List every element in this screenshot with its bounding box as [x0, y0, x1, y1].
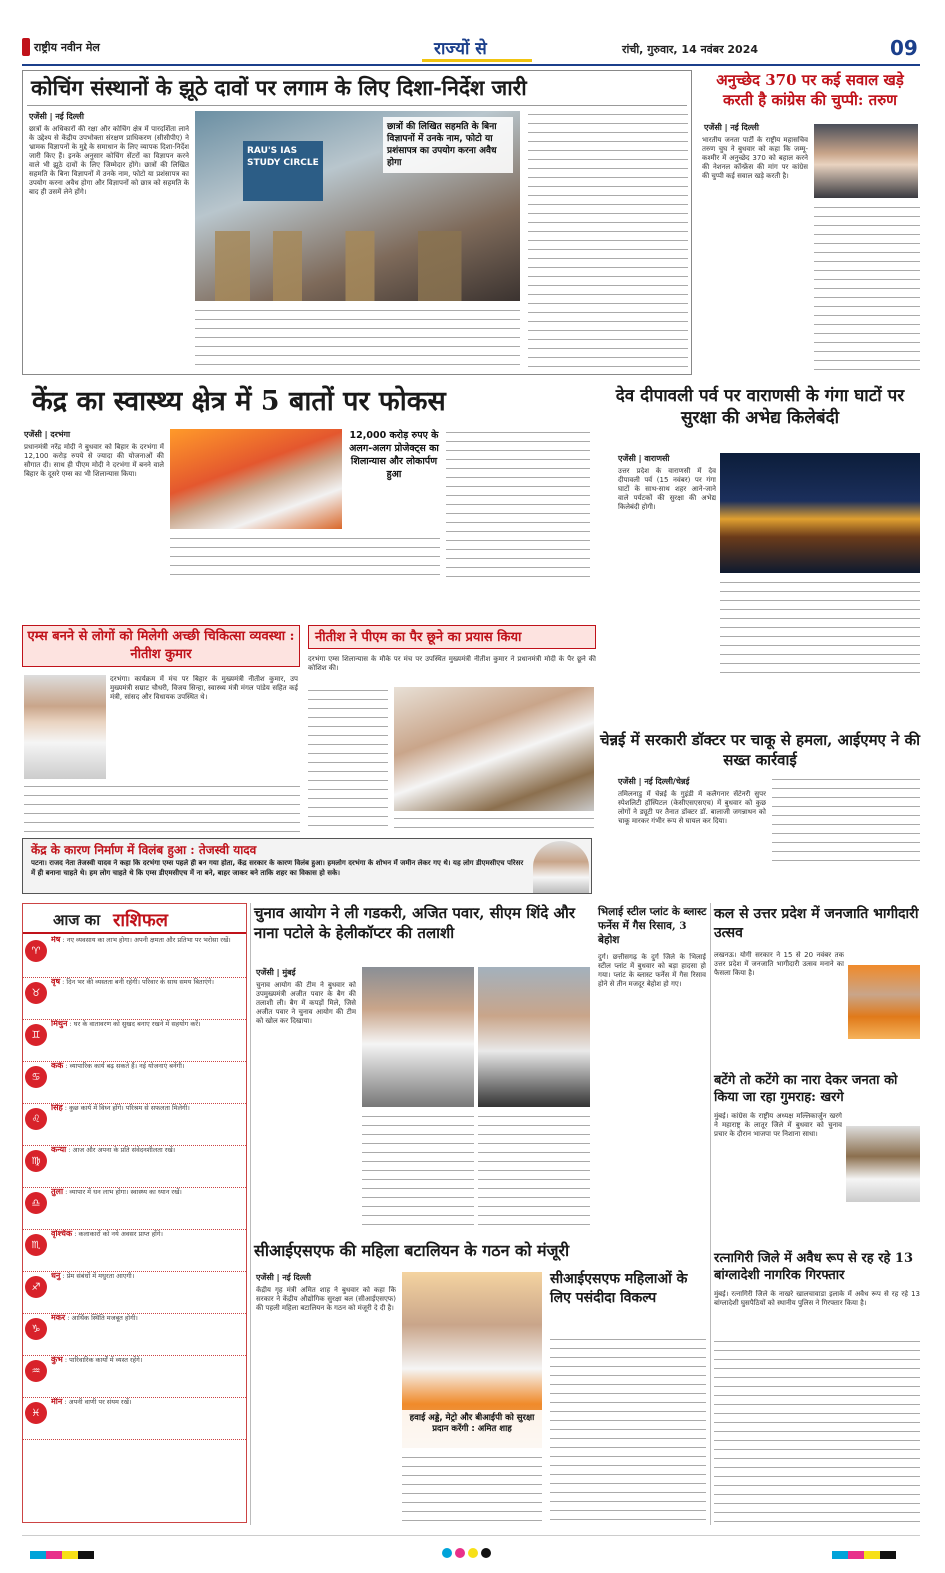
rashi-name: मेष [51, 936, 61, 944]
bhilai-headline: भिलाई स्टील प्लांट के ब्लास्ट फर्नेस में गैस रिसाव, 3 बेहोश [598, 906, 707, 946]
election-body-mid [362, 1113, 474, 1231]
rashi-singh-icon: ♌ [25, 1108, 47, 1130]
paper-logo [22, 36, 132, 60]
column-divider [710, 903, 711, 1525]
page-number: 09 [890, 36, 918, 60]
rashi-item: ♏ वृश्चिक : कलाकारों को नये अवसर प्राप्त होंगे। [23, 1230, 246, 1272]
rashi-item: ♊ मिथुन : घर के वातावरण को सुखद बनाए रखने में सहयोग करें। [23, 1020, 246, 1062]
rashifal-list [23, 936, 246, 1522]
rashifal-heading: राशिफल [113, 910, 169, 931]
police-figures [215, 231, 505, 301]
varanasi-byline: एजेंसी | वाराणसी [618, 454, 670, 463]
magenta-bar [848, 1551, 864, 1559]
ratnagiri-body-lower [714, 1338, 920, 1523]
rashi-item: ♌ सिंह : कुछ कार्य में विघ्न होंगे। परिश्रम से सफलता मिलेगी। [23, 1104, 246, 1146]
article370-body: भारतीय जनता पार्टी के राष्ट्रीय महासचिव तरुण चुघ ने बुधवार को कहा कि जम्मू-कश्मीर में अनुच्छेद 370 को बहाल करने की नेशनल कॉन्फ्रेंस की मांग पर कांग्रेस की चुप्पी कई सवाल खड़े करती है। [702, 136, 808, 180]
cisf-body-mid [402, 1454, 542, 1523]
black-bar [880, 1551, 896, 1559]
study-circle-sign [243, 141, 323, 201]
nitish-photo [24, 675, 106, 779]
sign-text: RAU'S IAS STUDY CIRCLE [247, 146, 319, 168]
chennai-headline: चेन्नई में सरकारी डॉक्टर पर चाकू से हमला, आईएमए ने की सख्त कार्रवाई [599, 731, 921, 769]
cyan-dot [442, 1548, 452, 1558]
election-story [254, 903, 592, 1233]
article370-story [700, 70, 922, 375]
dateline: रांची, गुरुवार, 14 नवंबर 2024 [622, 43, 759, 56]
black-dot [481, 1548, 491, 1558]
rashi-text: कुछ कार्य में विघ्न होंगे। परिश्रम से सफलता मिलेगी। [69, 1104, 190, 1112]
aiims-body: दरभंगा। कार्यक्रम में मंच पर बिहार के मुख्यमंत्री नीतीश कुमार, उप मुख्यमंत्री सम्राट चौधरी, विजय सिन्हा, स्वास्थ्य मंत्री मंगल पांडेय सहित कई मंत्री, सांसद और विधायक उपस्थित थे। [110, 675, 298, 701]
election-photo-right [478, 967, 590, 1107]
cyan-bar [30, 1551, 46, 1559]
health-body-right [446, 429, 590, 583]
print-marks [22, 1535, 920, 1559]
rashi-text: दिन भर की व्यस्तता बनी रहेगी। परिवार के साथ समय बिताएंगे। [66, 978, 215, 986]
coaching-headline: कोचिंग संस्थानों के झूठे दावों पर लगाम के लिए दिशा-निर्देश जारी [31, 75, 527, 100]
up-body: लखनऊ। योगी सरकार ने 15 से 20 नवंबर तक उत्तर प्रदेश में जनजाति भागीदारी उत्सव मनाने का फैसला किया है। [714, 951, 844, 977]
rashi-text: कलाकारों को नये अवसर प्राप्त होंगे। [78, 1230, 163, 1238]
kharge-photo [846, 1126, 920, 1202]
rashi-item: ♋ कर्क : व्यापारिक कार्य बढ़ सकते हैं। नई योजनाएं बनेंगी। [23, 1062, 246, 1104]
coaching-body-lower [195, 307, 520, 371]
tejashwi-headline: केंद्र के कारण निर्माण में विलंब हुआ : तेजस्वी यादव [31, 843, 257, 857]
rashi-item: ♑ मकर : आर्थिक स्थिति मजबूत होगी। [23, 1314, 246, 1356]
amit-shah-photo [402, 1272, 542, 1448]
coaching-byline: एजेंसी | नई दिल्ली [29, 112, 84, 121]
election-body-right [478, 1113, 590, 1231]
paper-name: राष्ट्रीय नवीन मेल [34, 41, 100, 54]
nitish-pm-body-bottom [394, 815, 594, 833]
rashi-kumbh-icon: ♒ [25, 1360, 47, 1382]
nitish-pm-body: दरभंगा एम्स शिलान्यास के मौके पर मंच पर उपस्थित मुख्यमंत्री नीतीश कुमार ने प्रधानमंत्री मोदी के पैर छूने की कोशिश की। [308, 655, 596, 672]
varanasi-body-right [720, 579, 920, 675]
election-body: चुनाव आयोग की टीम ने बुधवार को उपमुख्यमंत्री अजीत पवार के बैग की तलाशी ली। बैग में कपड़ों मिले, जिसे अजीत पवार ने चुनाव आयोग की टीम को खोल कर दिखाया। [256, 981, 356, 1025]
aiims-story [22, 625, 300, 835]
registration-dots [442, 1543, 494, 1562]
rashi-item: ♎ तुला : व्यापार में धन लाभ होगा। स्वास्थ्य का ध्यान रखें। [23, 1188, 246, 1230]
article370-byline: एजेंसी | नई दिल्ली [704, 123, 759, 132]
ratnagiri-story [714, 1250, 922, 1525]
rashi-name: कुंभ [51, 1356, 63, 1364]
rashi-meen-icon: ♓ [25, 1402, 47, 1424]
ratnagiri-body: मुंबई। रत्नागिरी जिले के नाखरे खालचावाडा इलाके में अवैध रूप से रह रहे 13 बांग्लादेशी घुसपैठियों को स्थानीय पुलिस ने गिरफ्तार किया है। [714, 1290, 920, 1307]
tejashwi-body: पटना। राजद नेता तेजस्वी यादव ने कहा कि दरभंगा एम्स पहले ही बन गया होता, केंद्र सरकार के कारण विलंब हुआ। हमलोग दरभंगा के शोभन में जमीन लेकर गए थे। यह लोग डीएमसीएच परिसर में ही बनाना चाहते थे। हम लोग चाहते थे कि एम्स डीएमसीएच में ना बने, बाहर जाकर बने ताकि शहर का विकास हो सके। [31, 859, 524, 877]
rashi-name: मिथुन [51, 1020, 68, 1028]
chennai-story [598, 730, 922, 865]
cisf-body-right [550, 1336, 706, 1523]
section-title: राज्यों से [434, 39, 487, 59]
coaching-body-right [528, 111, 688, 371]
yellow-bar [864, 1551, 880, 1559]
rashi-item: ♈ मेष : नए व्यवसाय का लाभ होगा। अपनी क्षमता और प्रतिभा पर भरोसा रखें। [23, 936, 246, 978]
rashi-text: आज और अपना के प्रति संवेदनशीलता रखें। [72, 1146, 176, 1154]
chennai-body-right [772, 776, 920, 864]
tejashwi-story [22, 838, 592, 894]
cisf-byline: एजेंसी | नई दिल्ली [256, 1273, 311, 1282]
cisf-headline: सीआईएसएफ की महिला बटालियन के गठन को मंजूरी [254, 1241, 570, 1260]
rashi-kanya-icon: ♍ [25, 1150, 47, 1172]
caption-text: छात्रों की लिखित सहमति के बिना विज्ञापनों में उनके नाम, फोटो या प्रशंसापत्र का उपयोग करना अवैध होगा [387, 122, 497, 168]
column-divider [250, 903, 251, 1525]
ratnagiri-headline: रत्नागिरी जिले में अवैध रूप से रह रहे 13 बांग्लादेशी नागरिक गिरफ्तार [714, 1251, 914, 1283]
coaching-body-col1: छात्रों के अधिकारों की रक्षा और कोचिंग क्षेत्र में पारदर्शिता लाने के उद्देश्य से केंद्रीय उपभोक्ता संरक्षण प्राधिकरण (सीसीपीए) ने भ्रामक विज्ञापनों के मुद्दे के समाधान के लिए व्यापक दिशा-निर्देश जारी किए हैं। इनके अनुसार कोचिंग सेंटरों का विज्ञापन करने वाले भी झूठे दावों के लिए जिम्मेदार होंगे। छात्रों की लिखित सहमति के बिना विज्ञापनों में उनके नाम, फोटो या प्रशंसापत्र का उपयोग करना अवैध होगा और विज्ञापनों को छात्र को सहमति के बाद ही उसमें लेने होंगे। [29, 125, 189, 196]
bhilai-story [598, 905, 708, 1235]
varanasi-body: उत्तर प्रदेश के वाराणसी में देव दीपावली पर्व (15 नवंबर) पर गंगा घाटों के साथ-साथ शहर आने-जाने वाले पर्यटकों की सुरक्षा की अभेद्य किलेबंदी होगी। [618, 467, 716, 511]
rashifal-panel [22, 903, 247, 1523]
election-byline: एजेंसी | मुंबई [256, 968, 296, 977]
coaching-photo [195, 111, 520, 301]
masthead [22, 32, 920, 66]
rashi-name: धनु [51, 1272, 61, 1280]
rashi-text: प्रेम संबंधों में मधुरता आएगी। [66, 1272, 135, 1280]
nitish-pm-headline: नीतीश ने पीएम का पैर छूने का प्रयास किया [315, 630, 522, 645]
rashi-mesh-icon: ♈ [25, 940, 47, 962]
health-headline: केंद्र का स्वास्थ्य क्षेत्र में 5 बातों पर फोकस [32, 386, 446, 417]
rashi-text: पारिवारिक कार्यों में व्यस्त रहेंगे। [69, 1356, 143, 1364]
rashi-name: तुला [51, 1188, 64, 1196]
divider [27, 105, 687, 106]
nitish-pm-body-left [308, 687, 388, 833]
nitish-pm-headline-box [308, 625, 596, 649]
color-bars-right [832, 1544, 896, 1563]
kharge-headline: बटेंगे तो कटेंगे का नारा देकर जनता को किया जा रहा गुमराह: खरगे [714, 1073, 898, 1105]
rashi-text: नए व्यवसाय का लाभ होगा। अपनी क्षमता और प्रतिभा पर भरोसा रखें। [66, 936, 231, 944]
color-bars-left [30, 1544, 94, 1563]
health-byline: एजेंसी | दरभंगा [24, 430, 71, 439]
rashi-name: वृश्चिक [51, 1230, 73, 1238]
kharge-story [714, 1072, 922, 1242]
modi-photo [170, 429, 342, 529]
up-headline: कल से उत्तर प्रदेश में जनजाति भागीदारी उत्सव [714, 906, 919, 941]
chennai-byline: एजेंसी | नई दिल्ली/चेन्नई [618, 777, 690, 786]
magenta-dot [455, 1548, 465, 1558]
bhilai-body: दुर्ग। छत्तीसगढ़ के दुर्ग जिले के भिलाई स्टील प्लांट में बुधवार को बड़ा हादसा हो गया। प्लांट के ब्लास्ट फर्नेस में गैस रिसाव होने से तीन मजदूर बेहोश हो गए। [598, 953, 706, 988]
article370-headline: अनुच्छेद 370 पर कई सवाल खड़े करती है कांग्रेस की चुप्पी: तरुण [716, 71, 904, 109]
yogi-photo [848, 965, 920, 1039]
rashi-kark-icon: ♋ [25, 1066, 47, 1088]
coaching-story [22, 70, 692, 375]
rashi-item: ♓ मीन : अपनी वाणी पर संयम रखें। [23, 1398, 246, 1440]
rashi-item: ♐ धनु : प्रेम संबंधों में मधुरता आएगी। [23, 1272, 246, 1314]
rashi-name: कर्क [51, 1062, 64, 1070]
rashi-text: व्यापार में धन लाभ होगा। स्वास्थ्य का ध्यान रखें। [69, 1188, 182, 1196]
cisf-story [254, 1240, 708, 1525]
rashi-name: कन्या [51, 1146, 67, 1154]
callout-text: 12,000 करोड़ रुपए के अलग-अलग प्रोजेक्ट्स का शिलान्यास और लोकार्पण हुआ [349, 430, 439, 480]
rashi-text: अपनी वाणी पर संयम रखें। [68, 1398, 132, 1406]
ganga-ghat-photo [720, 453, 920, 573]
rashifal-header [23, 904, 246, 934]
aiims-headline: एम्स बनने से लोगों को मिलेगी अच्छी चिकित्सा व्यवस्था : नीतीश कुमार [27, 629, 295, 662]
up-story [714, 905, 922, 1065]
tejashwi-photo [533, 841, 589, 893]
logo-icon [22, 38, 30, 56]
health-body: प्रधानमंत्री नरेंद्र मोदी ने बुधवार को बिहार के दरभंगा में 12,100 करोड़ रुपये से ज्यादा की योजनाओं की सौगात दी। साथ ही पीएम मोदी ने दरभंगा में बनने वाले बिहार के दूसरे एम्स का भी शिलान्यास किया। [24, 443, 164, 478]
nitish-pm-story [308, 625, 596, 835]
varanasi-story [598, 385, 922, 730]
rashi-mithun-icon: ♊ [25, 1024, 47, 1046]
cyan-bar [832, 1551, 848, 1559]
aiims-headline-box [22, 625, 300, 667]
coaching-photo-caption [383, 117, 513, 173]
rashi-name: मकर [51, 1314, 66, 1322]
rashifal-heading-prefix: आज का [53, 911, 101, 929]
rashi-vrish-icon: ♉ [25, 982, 47, 1004]
rashi-vrishchik-icon: ♏ [25, 1234, 47, 1256]
rashi-item: ♍ कन्या : आज और अपना के प्रति संवेदनशीलता रखें। [23, 1146, 246, 1188]
health-callout [348, 429, 440, 529]
rashi-name: वृष [51, 978, 61, 986]
yellow-bar [62, 1551, 78, 1559]
aiims-body-lower [24, 783, 300, 833]
rashi-name: मीन [51, 1398, 63, 1406]
section-tab [422, 32, 532, 62]
cisf-body: केंद्रीय गृह मंत्री अमित शाह ने बुधवार को कहा कि सरकार ने केंद्रीय औद्योगिक सुरक्षा बल (सीआईएसएफ) की पहली महिला बटालियन के गठन को मंजूरी दे दी है। [256, 1286, 396, 1312]
nitish-pm-photo [394, 687, 594, 811]
black-bar [78, 1551, 94, 1559]
cisf-side-headline: सीआईएसएफ महिलाओं के लिए पसंदीदा विकल्प [550, 1271, 688, 1306]
varanasi-headline: देव दीपावली पर्व पर वाराणसी के गंगा घाटों पर सुरक्षा की अभेद्य किलेबंदी [615, 386, 905, 428]
kharge-body: मुंबई। कांग्रेस के राष्ट्रीय अध्यक्ष मल्लिकार्जुन खरगे ने महाराष्ट्र के लातूर जिले में बुधवार को चुनाव प्रचार के दौरान भाजपा पर निशाना साधा। [714, 1112, 842, 1138]
yellow-dot [468, 1548, 478, 1558]
rashi-dhanu-icon: ♐ [25, 1276, 47, 1298]
magenta-bar [46, 1551, 62, 1559]
rashi-item: ♉ वृष : दिन भर की व्यस्तता बनी रहेगी। परिवार के साथ समय बिताएंगे। [23, 978, 246, 1020]
health-story [22, 385, 592, 585]
rashi-item: ♒ कुंभ : पारिवारिक कार्यों में व्यस्त रहेंगे। [23, 1356, 246, 1398]
cisf-photo-caption [402, 1410, 542, 1448]
cisf-caption-text: हवाई अड्डे, मेट्रो और बीआईपी को सुरक्षा प्रदान करेंगी : अमित शाह [409, 1413, 535, 1434]
rashi-text: घर के वातावरण को सुखद बनाए रखने में सहयोग करें। [73, 1020, 201, 1028]
election-photo-left [362, 967, 474, 1107]
rashi-text: आर्थिक स्थिति मजबूत होगी। [71, 1314, 138, 1322]
rashi-makar-icon: ♑ [25, 1318, 47, 1340]
election-headline: चुनाव आयोग ने ली गडकरी, अजित पवार, सीएम शिंदे और नाना पटोले के हेलीकॉप्टर की तलाशी [254, 904, 575, 942]
rashi-tula-icon: ♎ [25, 1192, 47, 1214]
rashi-text: व्यापारिक कार्य बढ़ सकते हैं। नई योजनाएं बनेंगी। [69, 1062, 185, 1070]
article370-body-right [814, 204, 920, 372]
chennai-body: तमिलनाडु में चेन्नई के गुइंडी में कलैगनार सेंटेनरी सुपर स्पेशलिटी हॉस्पिटल (केसीएसएसएच) में बुधवार को कुछ लोगों ने ड्यूटी पर तैनात डॉक्टर डॉ. बालाजी जगन्नाथन को चाकू मारकर गंभीर रूप से घायल कर दिया। [618, 790, 766, 825]
rashi-name: सिंह [51, 1104, 63, 1112]
tarun-chugh-photo [814, 124, 918, 198]
health-body-mid [170, 535, 440, 583]
